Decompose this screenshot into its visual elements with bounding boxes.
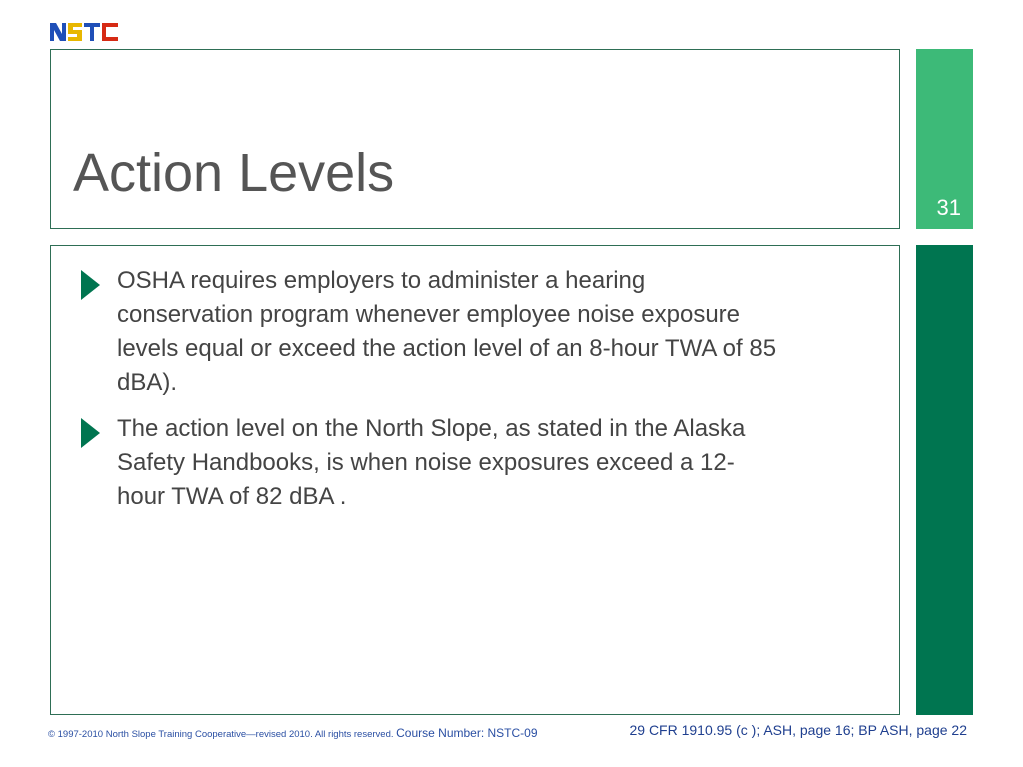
bullet-list [77,264,777,526]
side-accent-bar [916,245,973,715]
nstc-logo [48,20,120,44]
course-number: Course Number: NSTC-09 [396,726,538,740]
bullet-text: OSHA requires employers to administer a hearing conservation program whenever employee noise exposure levels equal or exceed the action level of an 8-hour TWA of 85 dBA). [117,267,777,396]
bullet-item [77,412,777,514]
copyright-text: © 1997-2010 North Slope Training Cooperative—revised 2010. All rights reserved. [48,729,394,740]
slide-number-panel [916,49,973,229]
slide-number: 31 [936,195,961,220]
title-box [50,49,900,229]
footer-copyright [48,726,538,740]
nstc-logo-mark [48,20,120,44]
triangle-bullet-icon [81,270,100,300]
content-box [50,245,900,715]
bullet-text: The action level on the North Slope, as stated in the Alaska Safety Handbooks, is when noise exposures exceed a 12-hour TWA of 82 dBA . [117,415,746,510]
bullet-item [77,264,777,400]
triangle-bullet-icon [81,418,100,448]
slide-title: Action Levels [73,143,395,203]
footer-reference: 29 CFR 1910.95 (c ); ASH, page 16; BP ASH, page 22 [629,722,967,738]
